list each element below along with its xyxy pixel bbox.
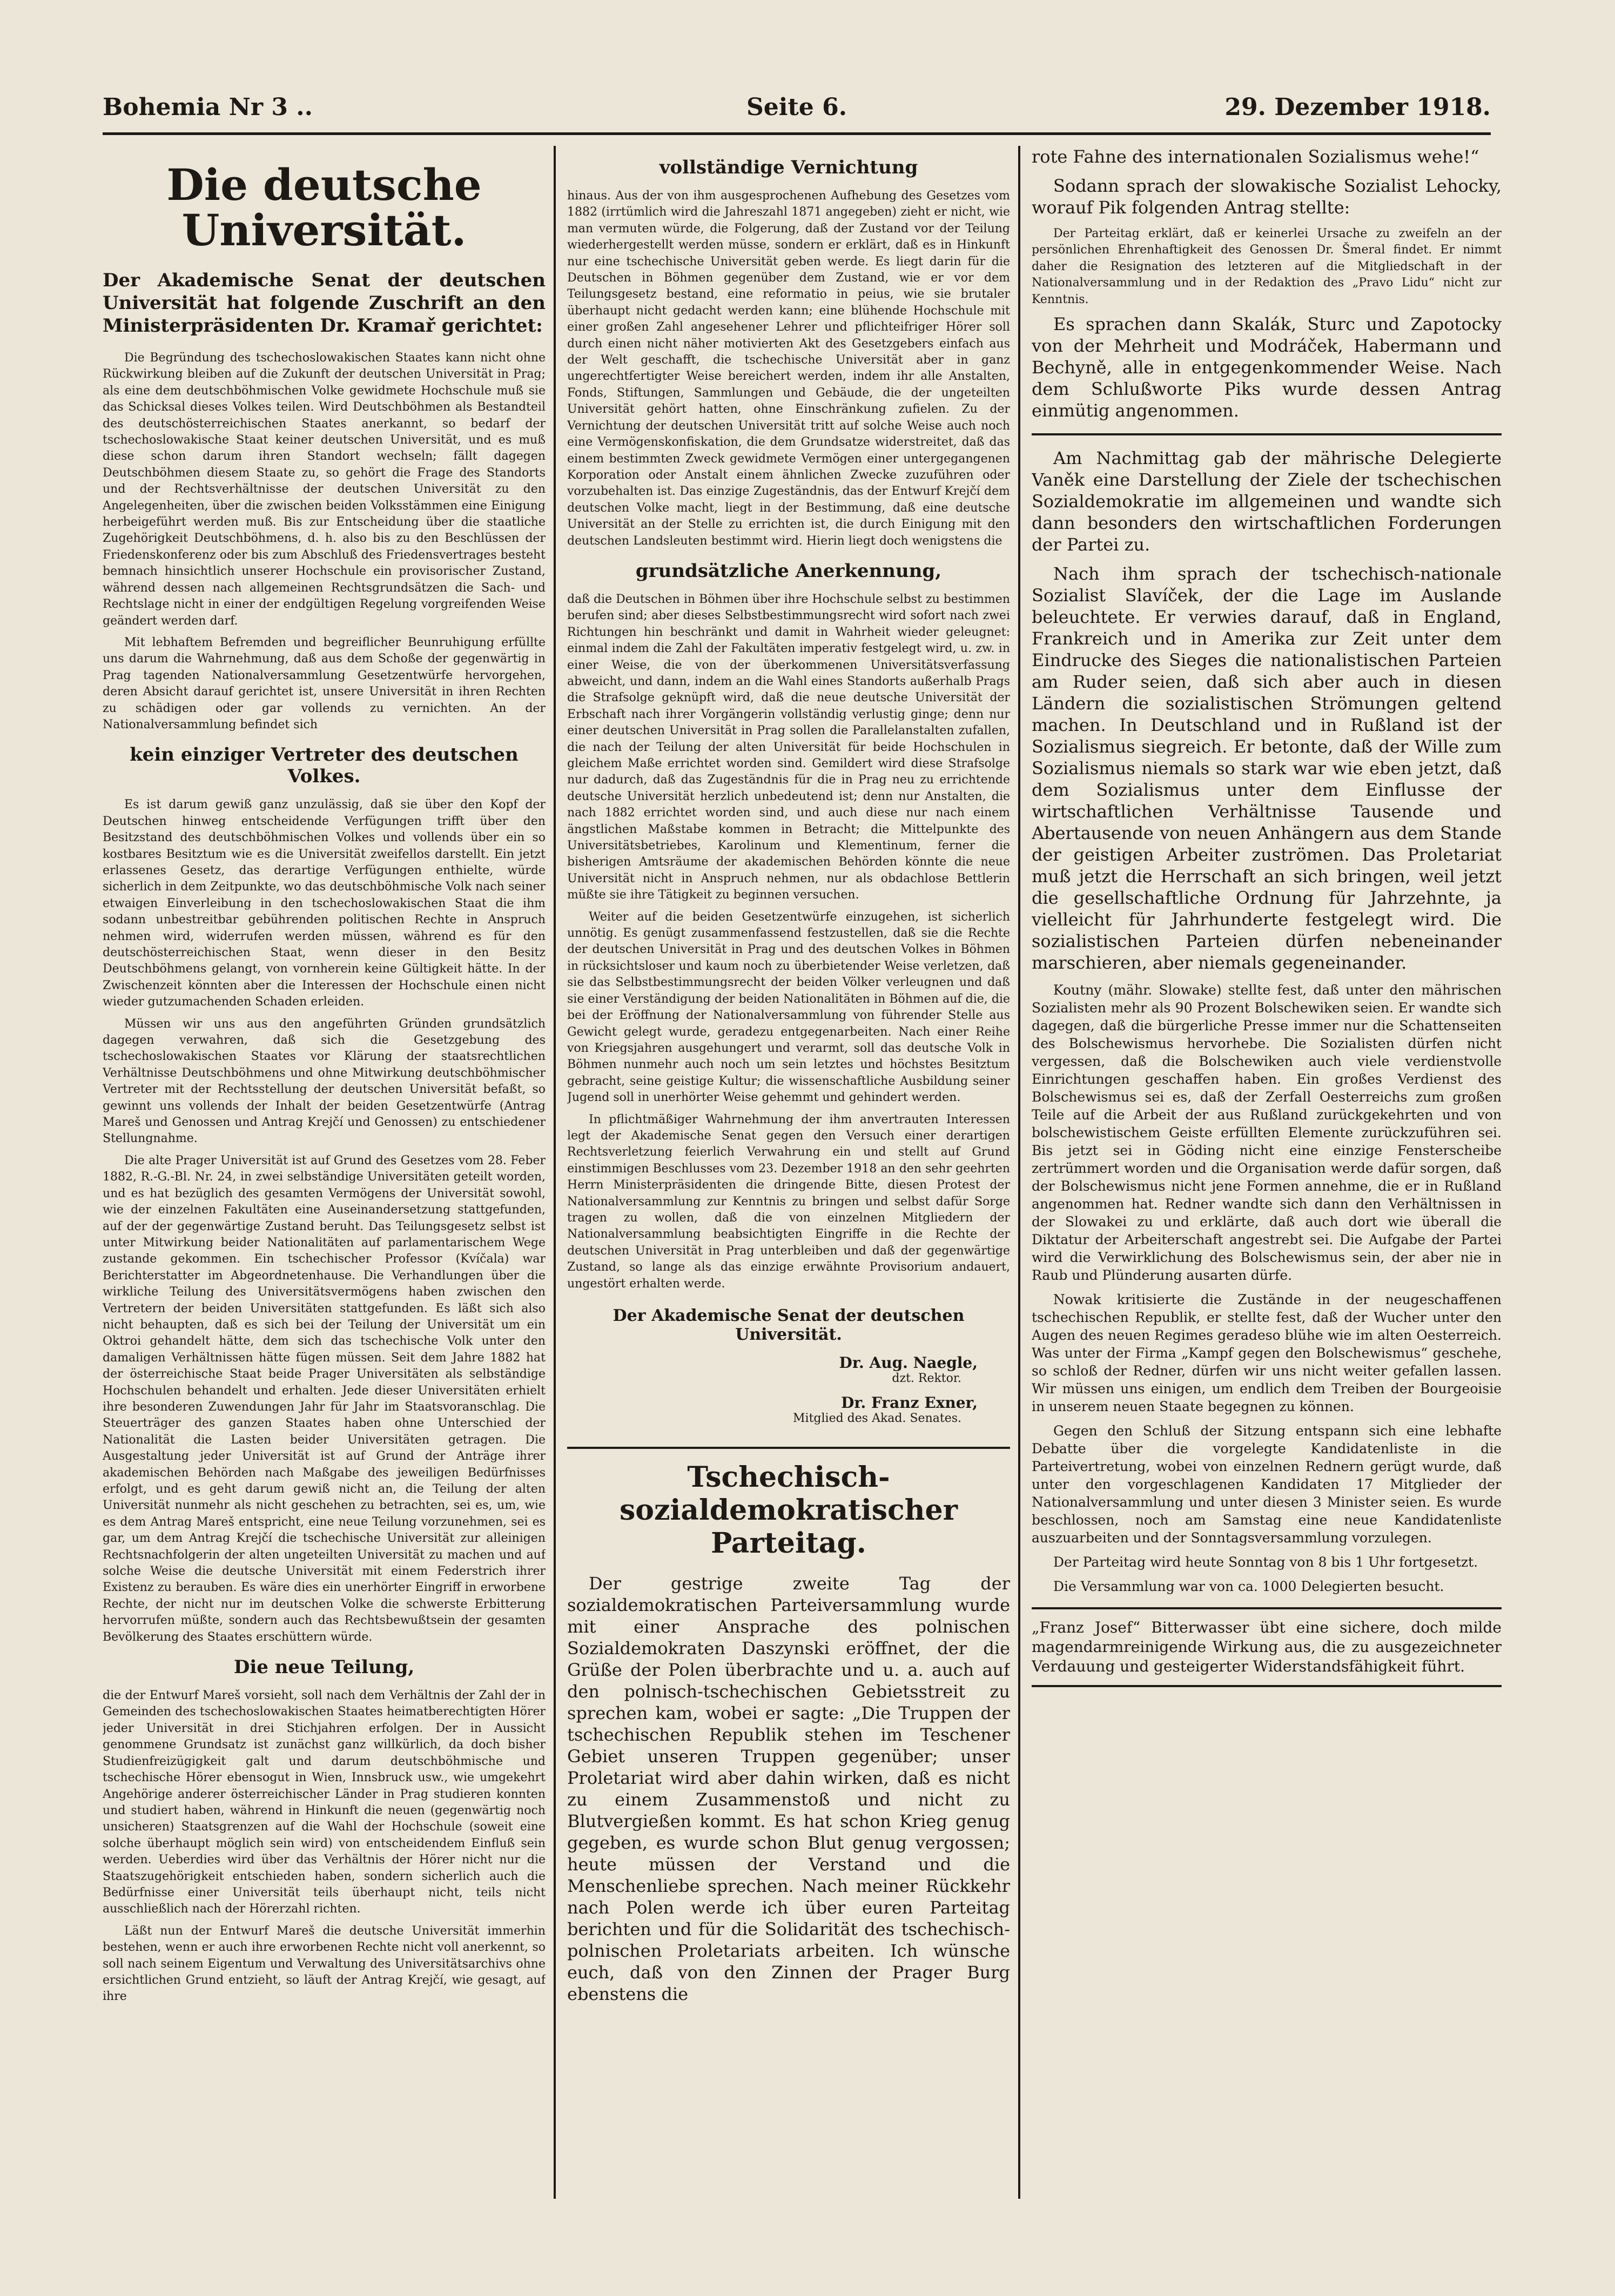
paragraph: Die alte Prager Universität ist auf Grund des Gesetzes vom 28. Feber 1882, R.-G.-Bl. Nr. 24, in zwei selbständige Universitäten geteilt worden, und es hat bezüglich des gesamten Vermögens der Universität sowohl, wie der einzelnen Fakultäten eine Auseinandersetzung stattgefunden, auf der der gegenwärtige Zustand beruht. Das Teilungsgesetz selbst ist unter Mitwirkung beider Nationalitäten auf parlamentarischem Wege zustande gekommen. Ein tschechischer Professor (Kvíčala) war Berichterstatter im Abgeordnetenhause. Die Verhandlungen über die wirkliche Teilung des Universitätsvermögens haben zwischen den Vertretern der beiden Universitäten stattgefunden. Es läßt sich also nicht behaupten, daß es sich bei der Teilung der Universität um ein Oktroi gehandelt hätte, dem sich das tschechische Volk unter den damaligen Verhältnissen hätte fügen müssen. Seit dem Jahre 1882 hat der österreichische Staat beide Prager Universitäten als selbständige Hochschulen behandelt und erhalten. Jede dieser Universitäten erhielt ihre besonderen Zuwendungen Jahr für Jahr im Staatsvoranschlag. Die Steuerträger des ganzen Staates haben ohne Unterschied der Nationalität die Lasten beider Universitäten getragen. Die Ausgestaltung jeder Universität ist auf Grund der Anträge ihrer akademischen Behörden nach Maßgabe des jeweiligen Bedürfnisses erfolgt, und es geht darum gewiß nicht an, die Teilung der alten Universität nunmehr als nicht geschehen zu betrachten, sei es, um, wie es dem Antrag Mareš entspricht, eine neue Teilung vorzunehmen, sei es gar, um dem Antrag Krejčí die tschechische Universität zur alleinigen Rechtsnachfolgerin der alten ungeteilten Universität zu machen und auf solche Weise die deutsche Universität mit einem Federstrich ihrer Existenz zu berauben. Es wäre dies ein unerhörter Eingriff in erworbene Rechte, der nicht nur im deutschen Volke die schwerste Erbitterung hervorrufen müßte, sondern auch das Rechtsbewußtsein der gesamten Bevölkerung des Staates erschüttern würde.	[103, 1153, 546, 1644]
divider	[1032, 433, 1502, 435]
signatory-role: Mitglied des Akad. Senates.	[793, 1412, 961, 1425]
signature-organization: Der Akademische Senat der deutschen Universität.	[613, 1306, 965, 1344]
paragraph: Läßt nun der Entwurf Mareš die deutsche Universität immerhin bestehen, wenn er auch ihre erworbenen Rechte nicht voll anerkennt, so soll nach seinem Eigentum und Verwaltung des Universitätsarchivs ohne ersichtlichen Grund entzieht, so läuft der Antrag Krejčí, wie gesagt, auf ihre	[103, 1924, 546, 2004]
subheading: kein einziger Vertreter des deutschen Volkes.	[130, 744, 519, 788]
advertisement: „Franz Josef“ Bitterwasser übt eine sichere, doch milde magendarmreinigende Wirkung aus, die zu ausgezeichneter Verdauung und gesteigerter Widerstandsfähigkeit führt.	[1032, 1607, 1502, 1687]
subheading: grundsätzliche Anerkennung,	[635, 560, 942, 582]
paper-issue: Bohemia Nr 3 ..	[103, 93, 313, 121]
paragraph: die der Entwurf Mareš vorsieht, soll nach dem Verhältnis der Zahl der in Gemeinden des tschechoslowakischen Staates heimatberechtigten Hörer jeder Universität in drei Stichjahren erfolgen. Der in Aussicht genommene Grundsatz ist zunächst ganz willkürlich, da doch bisher Studienfreizügigkeit galt und darum deutschböhmische und tschechische Hörer ebensogut in Wien, Innsbruck usw., wie umgekehrt Angehörige anderer österreichischer Länder in Prag studieren konnten und studiert haben, während in Hinkunft die neuen (gegenwärtig noch unsicheren) Staatsgrenzen auf die Wahl der Hochschule (soweit eine solche überhaupt möglich sein wird) von entscheidendem Einfluß sein werden. Ueberdies wird über das Verhältnis der Hörer nicht nur die Staatszugehörigkeit entschieden haben, sondern sicherlich auch die Bedürfnisse einer Universität teils überhaupt nicht, teils nicht ausschließlich nach der Hörerzahl richten.	[103, 1689, 546, 1916]
subheading: Die neue Teilung,	[233, 1656, 415, 1679]
paragraph: Die Versammlung war von ca. 1000 Delegierten besucht.	[1053, 1579, 1444, 1595]
paragraph: Sodann sprach der slowakische Sozialist Lehocky, worauf Pik folgenden Antrag stellte:	[1032, 176, 1502, 218]
paragraph: Am Nachmittag gab der mährische Delegierte Vaněk eine Darstellung der Ziele der tschechischen Sozialdemokratie im allgemeinen und wandte sich dann besonders den wirtschaftlichen Forderungen der Partei zu.	[1032, 448, 1502, 555]
paragraph: Mit lebhaftem Befremden und begreiflicher Beunruhigung erfüllte uns darum die Wahrnehmung, daß aus dem Schoße der gegenwärtig in Prag tagenden Nationalversammlung Gesetzentwürfe hervorgehen, deren Absicht darauf gerichtet ist, unsere Universität in ihren Rechten zu schädigen oder gar vollends zu vernichten. An der Nationalversammlung befindet sich	[103, 635, 546, 731]
paragraph: In pflichtmäßiger Wahrnehmung der ihm anvertrauten Interessen legt der Akademische Senat gegen den Versuch einer derartigen Rechtsverletzung feierlich Verwahrung ein und stellt auf Grund einstimmigen Beschlusses vom 23. Dezember 1918 an den sehr geehrten Herrn Ministerpräsidenten die dringende Bitte, diesen Protest der Nationalversammlung zur Kenntnis zu bringen und selbst dafür Sorge tragen zu wollen, daß die von einzelnen Mitgliedern der Nationalversammlung beabsichtigten Eingriffe in die Rechte der deutschen Universität in Prag unterbleiben und daß der gegenwärtige Zustand, so lange als das einzige erwähnte Provisorium andauert, ungestört erhalten werde.	[567, 1112, 1010, 1291]
page-number: Seite 6.	[746, 93, 847, 121]
column-divider	[1018, 146, 1020, 2199]
signatory-role: dzt. Rektor.	[892, 1372, 961, 1385]
paragraph: daß die Deutschen in Böhmen über ihre Hochschule selbst zu bestimmen berufen sind; aber dieses Selbstbestimmungsrecht wird sofort nach zwei Richtungen hin beschränkt und damit in Wahrheit wieder geleugnet: einmal indem die Zahl der Fakultäten imperativ festgelegt wird, u. zw. in einer Weise, die von der überkommenen Universitätsverfassung abweicht, und dann, indem an die Wahl eines Standorts außerhalb Prags die Strafsolge geknüpft wird, daß die neue deutsche Universität der Erbschaft nach ihrer Vorgängerin vollständig verlustig ginge; denn nur einer deutschen Universität in Prag sollen die Parallelanstalten zufallen, die nach der Teilung der alten Universität für beide Hochschulen in gleichem Maße errichtet worden sind. Gemildert wird diese Strafsolge nur dadurch, daß das Zugeständnis für die in Prag neu zu errichtende deutsche Universität herzlich unbedeutend ist; denn nur Anstalten, die nach 1882 errichtet worden sind, und auch diese nur nach einem ängstlichen Maßstabe kommen in Betracht; die Mittelpunkte des Universitätsbetriebes, Karolinum und Klementinum, ferner die bisherigen Amtsräume der akademischen Behörden könnte die neue Universität nicht in Anspruch nehmen, nur als obdachlose Bettlerin müßte sie ihre Tätigkeit zu beginnen versuchen.	[567, 592, 1010, 902]
column-3	[1032, 146, 1502, 2199]
paragraph: Der gestrige zweite Tag der sozialdemokratischen Parteiversammlung wurde mit einer Ansprache des polnischen Sozialdemokraten Daszynski eröffnet, der die Grüße der Polen überbrachte und u. a. auch auf den polnisch-tschechischen Gebietsstreit zu sprechen kam, wobei er sagte: „Die Truppen der tschechischen Republik stehen im Teschener Gebiet unseren Truppen gegenüber; unser Proletariat wird aber dahin wirken, daß es nicht zu einem Zusammenstoß und nicht zu Blutvergießen kommt. Es hat schon Krieg genug gegeben, es wurde schon Blut genug vergossen; heute müssen der Verstand und die Menschenliebe sprechen. Nach meiner Rückkehr nach Polen werde ich über euren Parteitag berichten und für die Solidarität des tschechisch-polnischen Proletariats arbeiten. Ich wünsche euch, daß von den Zinnen der Prager Burg ebenstens die	[567, 1573, 1010, 2004]
paragraph: rote Fahne des internationalen Sozialismus wehe!“	[1032, 146, 1479, 167]
issue-date: 29. Dezember 1918.	[1224, 93, 1491, 121]
paragraph: Es ist darum gewiß ganz unzulässig, daß sie über den Kopf der Deutschen hinweg entscheidende Verfügungen trifft über den Besitzstand des deutschböhmischen Volkes und vollends über ein so kostbares Besitztum wie es die Universität zweifellos darstellt. Ein jetzt erlassenes Gesetz, das derartige Verfügungen enthielte, würde sicherlich in dem Zeitpunkte, wo das deutschböhmische Volk nach seiner etwaigen Einverleibung in den tschechoslowakischen Staat die ihm sodann unbestreitbar gebührenden politischen Rechte in Anspruch nehmen wird, widerrufen werden müssen, während es für den deutschösterreichischen Staat, wenn dieser in den Besitz Deutschböhmens gelangt, von vornherein keine Gültigkeit hätte. In der Zwischenzeit könnten aber die Interessen der Hochschule einen nicht wieder gutzumachenden Schaden erleiden.	[103, 798, 546, 1009]
paragraph: Nach ihm sprach der tschechisch-nationale Sozialist Slavíček, der die Lage im Auslande beleuchtete. Er verwies darauf, daß in England, Frankreich und in Amerika zur Zeit unter dem Eindrucke des Sieges die nationalistischen Parteien am Ruder seien, daß sich aber auch in diesen Ländern die sozialistischen Strömungen geltend machen. In Deutschland und in Rußland ist der Sozialismus siegreich. Er betonte, daß der Wille zum Sozialismus niemals so stark war wie eben jetzt, daß dem Sozialismus unter dem Einflusse der wirtschaftlichen Verhältnisse Tausende und Abertausende von neuen Anhängern aus dem Stande der geistigen Arbeiter zuströmen. Das Proletariat muß jetzt die Herrschaft an sich bringen, weil jetzt die gesellschaftliche Ordnung für Jahrzehnte, ja vielleicht für Jahrhunderte festgelegt wird. Die sozialistischen Parteien dürfen nebeneinander marschieren, aber niemals gegeneinander.	[1032, 563, 1502, 974]
signatory-name: Dr. Aug. Naegle,	[839, 1354, 978, 1372]
column-divider	[554, 146, 556, 2199]
paragraph: Die Begründung des tschechoslowakischen Staates kann nicht ohne Rückwirkung bleiben auf die Zukunft der deutschen Universität in Prag; als eine dem deutschböhmischen Volke gewidmete Hochschule muß sie das Schicksal dieses Volkes teilen. Wird Deutschböhmen als Bestandteil des deutschösterreichischen Staates anerkannt, so bedarf der tschechoslowakische Staat keiner deutschen Universität, und es muß diese schon darum ihren Standort wechseln; fällt dagegen Deutschböhmen diesem Staate zu, so gehört die Frage des Standorts und der Rechtsverhältnisse der deutschen Universität zu den Angelegenheiten, über die zwischen beiden Volksstämmen eine Einigung herbeigeführt werden muß. Bis zur Entscheidung über die staatliche Zugehörigkeit Deutschböhmens, d. h. also bis zu den Beschlüssen der Friedenskonferenz oder bis zum Abschluß des Friedensvertrages besteht bemnach hinsichtlich unserer Hochschule ein provisorischer Zustand, während dessen nach allgemeinen Rechtsgrundsätzen die Sach- und Rechtslage nicht in einer der endgültigen Regelung vorgreifenden Weise geändert werden darf.	[103, 351, 546, 628]
masthead	[103, 84, 1491, 135]
paragraph: Nowak kritisierte die Zustände in der neugeschaffenen tschechischen Republik, er stellte fest, daß der Wucher unter den Augen des neuen Regimes geradeso blühe wie im alten Oesterreich. Was unter der Firma „Kampf gegen den Bolschewismus“ geschehe, so schloß der Redner, dürfen wir uns nicht weiter gefallen lassen. Wir müssen uns einigen, um endlich dem Treiben der Bourgeoisie in unserem neuen Staate begegnen zu können.	[1032, 1292, 1502, 1415]
paragraph: Weiter auf die beiden Gesetzentwürfe einzugehen, ist sicherlich unnötig. Es genügt zusammenfassend festzustellen, daß sie die Rechte der deutschen Universität in Prag und des deutschen Volkes in Böhmen in rücksichtsloser und kaum noch zu überbietender Weise verletzen, daß sie das Selbstbestimmungsrecht der beiden Völker verleugnen und daß sie einer Verständigung der beiden Nationalitäten in Böhmen auf die, die bei der Eröffnung der Nationalversammlung von führender Stelle aus Gewicht gelegt wurde, geradezu entgegenarbeiten. Nach einer Reihe von Kriegsjahren ausgehungert und verarmt, soll das deutsche Volk in Böhmen nunmehr auch noch um sein letztes und höchstes Besitztum gebracht, seine geistige Kultur; die wissenschaftliche Ausbildung seiner Jugend soll in unerhörter Weise gehemmt und gehindert werden.	[567, 910, 1010, 1105]
signatory-name: Dr. Franz Exner,	[841, 1394, 978, 1412]
newspaper-page	[81, 59, 1512, 2231]
subheading: vollständige Vernichtung	[659, 157, 918, 178]
section-headline: Tschechisch-sozialdemokratischer Parteitag.	[567, 1447, 1010, 1560]
paragraph: Es sprachen dann Skalák, Sturc und Zapotocky von der Mehrheit und Modráček, Habermann und Bechyně, alle in entgegenkommender Weise. Nach dem Schlußworte Piks wurde dessen Antrag einmütig angenommen.	[1032, 314, 1502, 421]
paragraph: Müssen wir uns aus den angeführten Gründen grundsätzlich dagegen verwahren, daß sich die Gesetzgebung des tschechoslowakischen Staates vor Klärung der staatsrechtlichen Verhältnisse Deutschböhmens und ohne Mitwirkung deutschböhmischer Vertreter mit der Rechtsstellung der deutschen Universität befaßt, so gewinnt uns vollends der Inhalt der beiden Gesetzentwürfe (Antrag Mareš und Genossen und Antrag Krejčí und Genossen) zu entschiedener Stellungnahme.	[103, 1017, 546, 1146]
paragraph: Der Parteitag wird heute Sonntag von 8 bis 1 Uhr fortgesetzt.	[1053, 1554, 1478, 1570]
column-1	[103, 146, 546, 2199]
paragraph: Gegen den Schluß der Sitzung entspann sich eine lebhafte Debatte über die vorgelegte Kandidatenliste in die Parteivertretung, wobei von einzelnen Rednern gerügt wurde, daß unter den vorgeschlagenen Kandidaten 17 Mitglieder der Nationalversammlung und unter diesen 3 Minister seien. Es wurde beschlossen, noch am Samstag eine neue Kandidatenliste auszuarbeiten und der Sonntagsversammlung vorzulegen.	[1032, 1423, 1502, 1546]
article-lead: Der Akademische Senat der deutschen Universität hat folgende Zuschrift an den Ministerpräsidenten Dr. Kramař gerichtet:	[103, 270, 546, 337]
paragraph: hinaus. Aus der von ihm ausgesprochenen Aufhebung des Gesetzes vom 1882 (irrtümlich wird die Jahreszahl 1871 angegeben) zieht er nicht, wie man vermuten würde, die Folgerung, daß der Zustand vor der Teilung wiederhergestellt werden müsse, sondern er erklärt, daß es in Hinkunft nur eine tschechische Universität geben werde. Es liegt darin für die Deutschen in Böhmen gegenüber dem Zustand, wie er vor dem Teilungsgesetz bestand, eine reformatio in peius, wie sie brutaler überhaupt nicht gedacht werden kann; eine blühende Hochschule mit einer großen Zahl angesehener Lehrer und pflichteifriger Hörer soll durch einen nicht näher motivierten Akt des Gesetzgebers einfach aus der Welt geschafft, die tschechische Universität aber in ganz ungerechtfertigter Weise bereichert werden, indem ihr alle Anstalten, Fonds, Stiftungen, Sammlungen und Gebäude, die der ungeteilten Universität gehört hatten, ohne Einschränkung zufielen. Zu der Vernichtung der deutschen Universität tritt auf solche Weise auch noch eine Vermögenskonfiskation, die dem Grundsatze widerstreitet, daß das einem bestimmten Zweck gewidmete Vermögen einer untergegangenen Korporation oder Anstalt einem ähnlichen Zwecke zuzuführen oder vorzubehalten ist. Das einzige Zugeständnis, das der Entwurf Krejčí dem deutschen Volke macht, liegt in der Bestimmung, daß eine deutsche Universität an der Stelle zu errichten ist, die durch Einigung mit den deutschen Landsleuten bestimmt wird. Hierin liegt doch wenigstens die	[567, 189, 1010, 548]
column-2	[567, 146, 1010, 2199]
article-headline: Die deutsche Universität.	[166, 159, 482, 256]
paragraph: Der Parteitag erklärt, daß er keinerlei Ursache zu zweifeln an der persönlichen Ehrenhaftigkeit des Genossen Dr. Šmeral findet. Er nimmt daher die Resignation des letzteren auf die Mitgliedschaft in der Nationalversammlung und in der Redaktion des „Pravo Lidu“ nicht zur Kenntnis.	[1032, 227, 1502, 306]
paragraph: Koutny (mähr. Slowake) stellte fest, daß unter den mährischen Sozialisten mehr als 90 Prozent Bolschewiken seien. Er wandte sich dagegen, daß die bürgerliche Presse immer nur die Schattenseiten des Bolschewismus hervorhebe. Die Sozialisten dürfen nicht vergessen, daß die Bolschewiken auch viele verdienstvolle Einrichtungen geschaffen haben. Ein großes Verdienst des Bolschewismus sei es, daß der Zerfall Oesterreichs zum großen Teile auf die Arbeit der aus Rußland zurückgekehrten und von bolschewistischem Geiste erfüllten Elemente zurückzuführen sei. Bis jetzt sei in Göding nicht eine einzige Fensterscheibe zertrümmert worden und die Organisation werde dafür sorgen, daß der Bolschewismus nicht jene Formen annehme, die er in Rußland angenommen hat. Redner wandte sich dann den Verhältnissen in der Slowakei zu und erklärte, daß auch dort wie überall die Diktatur der Arbeiterschaft angestrebt sei. Die Aufgabe der Partei wird die Verwirklichung des Bolschewismus sein, der aber nie in Raub und Plünderung ausarten dürfe.	[1032, 982, 1502, 1284]
